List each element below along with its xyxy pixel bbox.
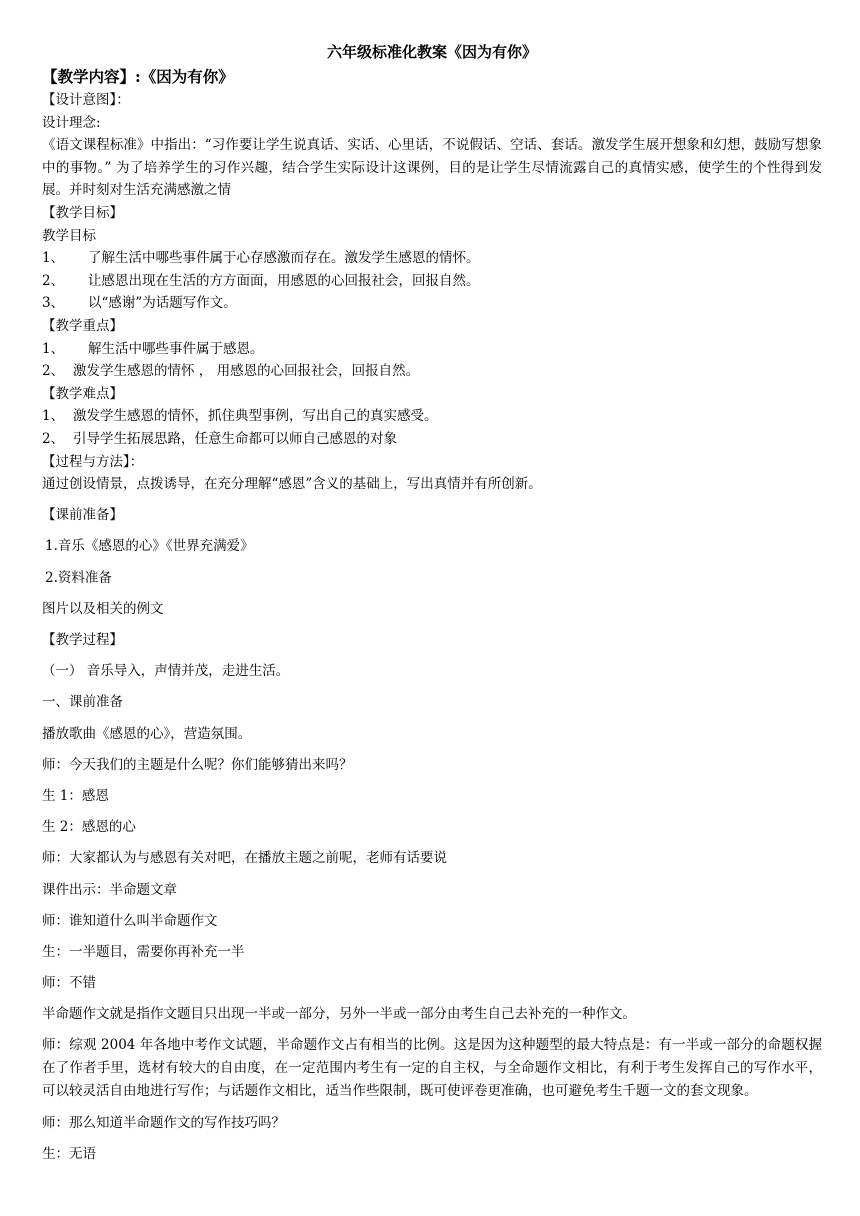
process-method-heading: 【过程与方法】： bbox=[42, 453, 144, 470]
key-point-text: 解生活中哪些事件属于感恩。 bbox=[88, 340, 264, 357]
prep-note: 图片以及相关的例文 bbox=[42, 600, 164, 617]
difficulty-number: 2、 bbox=[42, 430, 65, 447]
goal-number: 1、 bbox=[42, 250, 65, 267]
dialogue-line: 生：一半题目，需要你再补充一半 bbox=[42, 943, 245, 960]
difficulty-number: 1、 bbox=[42, 408, 65, 425]
goals-heading: 【教学目标】 bbox=[42, 204, 123, 221]
process-method-text: 通过创设情景，点拨诱导，在充分理解“感恩”含义的基础上，写出真情并有所创新。 bbox=[42, 476, 542, 493]
goal-number: 3、 bbox=[42, 295, 65, 312]
dialogue-line: 师：不错 bbox=[42, 975, 96, 992]
key-point-number: 1、 bbox=[42, 340, 65, 357]
document-title: 六年级标准化教案《因为有你》 bbox=[326, 43, 537, 61]
dialogue-line: 师：大家都认为与感恩有关对吧，在播放主题之前呢，老师有话要说 bbox=[42, 850, 447, 867]
dialogue-paragraph: 师：综观 2004 年各地中考作文试题，半命题作文占有相当的比例。这是因为这种题型的最大特点是：有一半或一部分的命题权握在了作者手里，选材有较大的自由度，在一定范围内考生有一定的自主权，与全命题作文相比，有利于考生发挥自己的写作水平，可以较灵活自由地进行写作；与话题作文相比，适当作些限制，既可使评卷更准确，也可避免考生千题一文的套文现象。 bbox=[42, 1037, 822, 1100]
key-point-text: 激发学生感恩的情怀 ， 用感恩的心回报社会，回报自然。 bbox=[73, 363, 420, 380]
dialogue-line: 播放歌曲《感恩的心》，营造氛围。 bbox=[42, 725, 252, 742]
goal-item bbox=[42, 292, 822, 315]
goal-text: 以“感谢”为话题写作文。 bbox=[88, 295, 237, 312]
document-page bbox=[42, 40, 822, 1174]
goal-text: 了解生活中哪些事件属于心存感激而存在。激发学生感恩的情怀。 bbox=[88, 250, 480, 267]
key-point-item bbox=[42, 338, 822, 361]
goal-item bbox=[42, 247, 822, 270]
dialogue-line: 课件出示：半命题文章 bbox=[42, 881, 177, 898]
prep-item: 2.资料准备 bbox=[45, 569, 112, 586]
design-concept-paragraph: 《语文课程标准》中指出：“习作要让学生说真话、实话、心里话，不说假话、空话、套话。激发学生展开想象和幻想，鼓励写想象中的事物。” 为了培养学生的习作兴趣，结合学生实际设计这课例，目的是让学生尽情流露自己的真情实感，使学生的个性得到发展。并时刻对生活充满感激之情 bbox=[42, 137, 822, 199]
dialogue-line: 半命题作文就是指作文题目只出现一半或一部分，另外一半或一部分由考生自己去补充的一种作文。 bbox=[42, 1006, 636, 1023]
dialogue-line: 师：那么知道半命题作文的写作技巧吗？ bbox=[42, 1115, 285, 1132]
design-concept-label: 设计理念: bbox=[42, 114, 101, 131]
goal-item bbox=[42, 270, 822, 293]
key-point-number: 2、 bbox=[42, 363, 65, 380]
prep-item: 1.音乐《感恩的心》《世界充满爱》 bbox=[45, 538, 254, 555]
content-heading: 【教学内容】:《因为有你》 bbox=[42, 67, 234, 86]
dialogue-line: 师：谁知道什么叫半命题作文 bbox=[42, 912, 218, 929]
dialogue-line: 生 2：感恩的心 bbox=[42, 819, 136, 836]
key-point-item bbox=[42, 360, 822, 383]
difficulty-item bbox=[42, 428, 822, 451]
section-one-heading: （一） 音乐导入，声情并茂，走进生活。 bbox=[42, 663, 290, 680]
sub-one-heading: 一、课前准备 bbox=[42, 694, 123, 711]
design-intent-heading: 【设计意图】： bbox=[42, 92, 130, 108]
difficulties-heading: 【教学难点】 bbox=[42, 385, 123, 402]
dialogue-line: 师：今天我们的主题是什么呢？你们能够猜出来吗？ bbox=[42, 756, 353, 773]
goals-label: 教学目标 bbox=[42, 227, 96, 244]
difficulty-item bbox=[42, 405, 822, 428]
difficulty-text: 引导学生拓展思路，任意生命都可以师自己感恩的对象 bbox=[73, 430, 397, 447]
goal-number: 2、 bbox=[42, 272, 65, 289]
dialogue-line: 生：无语 bbox=[42, 1146, 96, 1163]
dialogue-line: 生 1：感恩 bbox=[42, 787, 109, 804]
prep-heading: 【课前准备】 bbox=[42, 507, 123, 524]
difficulty-text: 激发学生感恩的情怀，抓住典型事例，写出自己的真实感受。 bbox=[73, 408, 438, 425]
goal-text: 让感恩出现在生活的方方面面，用感恩的心回报社会，回报自然。 bbox=[88, 272, 480, 289]
key-points-heading: 【教学重点】 bbox=[42, 317, 123, 334]
teaching-process-heading: 【教学过程】 bbox=[42, 632, 123, 649]
